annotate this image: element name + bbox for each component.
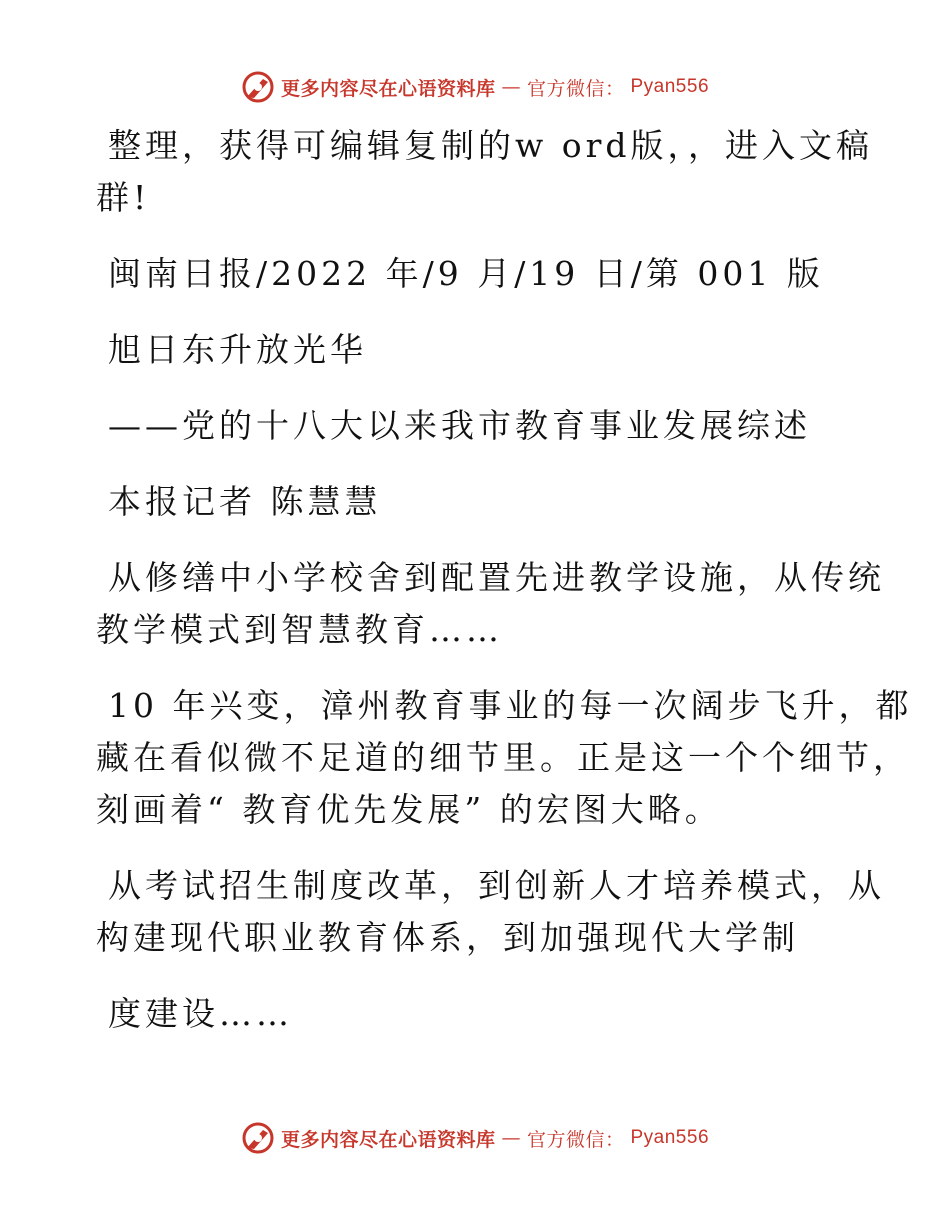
article-byline: 本报记者 陈慧慧 xyxy=(108,482,382,521)
watermark-dash: — xyxy=(501,76,521,98)
watermark-dash: — xyxy=(501,1127,521,1149)
body-line: 整理，获得可编辑复制的w ord版，，进入文稿 xyxy=(108,126,874,165)
body-line: 刻画着“ 教育优先发展” 的宏图大略。 xyxy=(96,790,722,829)
body-line: 从修缮中小学校舍到配置先进教学设施，从传统 xyxy=(108,558,885,597)
document-body xyxy=(96,120,913,1040)
newspaper-source: 闽南日报/2022 年/9 月/19 日/第 001 版 xyxy=(108,254,824,293)
body-line: 度建设…… xyxy=(108,994,293,1033)
body-line: 构建现代职业教育体系，到加强现代大学制 xyxy=(96,918,799,957)
watermark-id: Pyan556 xyxy=(630,76,710,97)
body-line: 教学模式到智慧教育…… xyxy=(96,610,503,649)
watermark-label: 官方微信： xyxy=(526,77,625,100)
watermark-id: Pyan556 xyxy=(630,1127,710,1148)
header-watermark xyxy=(0,70,950,104)
watermark-text: 更多内容尽在心语资料库 xyxy=(280,1128,496,1151)
brush-logo-icon xyxy=(241,1121,275,1155)
watermark-text: 更多内容尽在心语资料库 xyxy=(280,77,496,100)
body-line: 从考试招生制度改革，到创新人才培养模式，从 xyxy=(108,866,885,905)
article-subtitle: ——党的十八大以来我市教育事业发展综述 xyxy=(108,406,811,445)
body-line: 藏在看似微不足道的细节里。正是这一个个细节， xyxy=(96,738,910,777)
article-title: 旭日东升放光华 xyxy=(108,330,367,369)
brush-logo-icon xyxy=(241,70,275,104)
body-line: 群! xyxy=(96,178,151,217)
watermark-label: 官方微信： xyxy=(526,1128,625,1151)
body-line: 10 年兴变，漳州教育事业的每一次阔步飞升，都 xyxy=(108,686,913,725)
footer-watermark xyxy=(0,1121,950,1155)
